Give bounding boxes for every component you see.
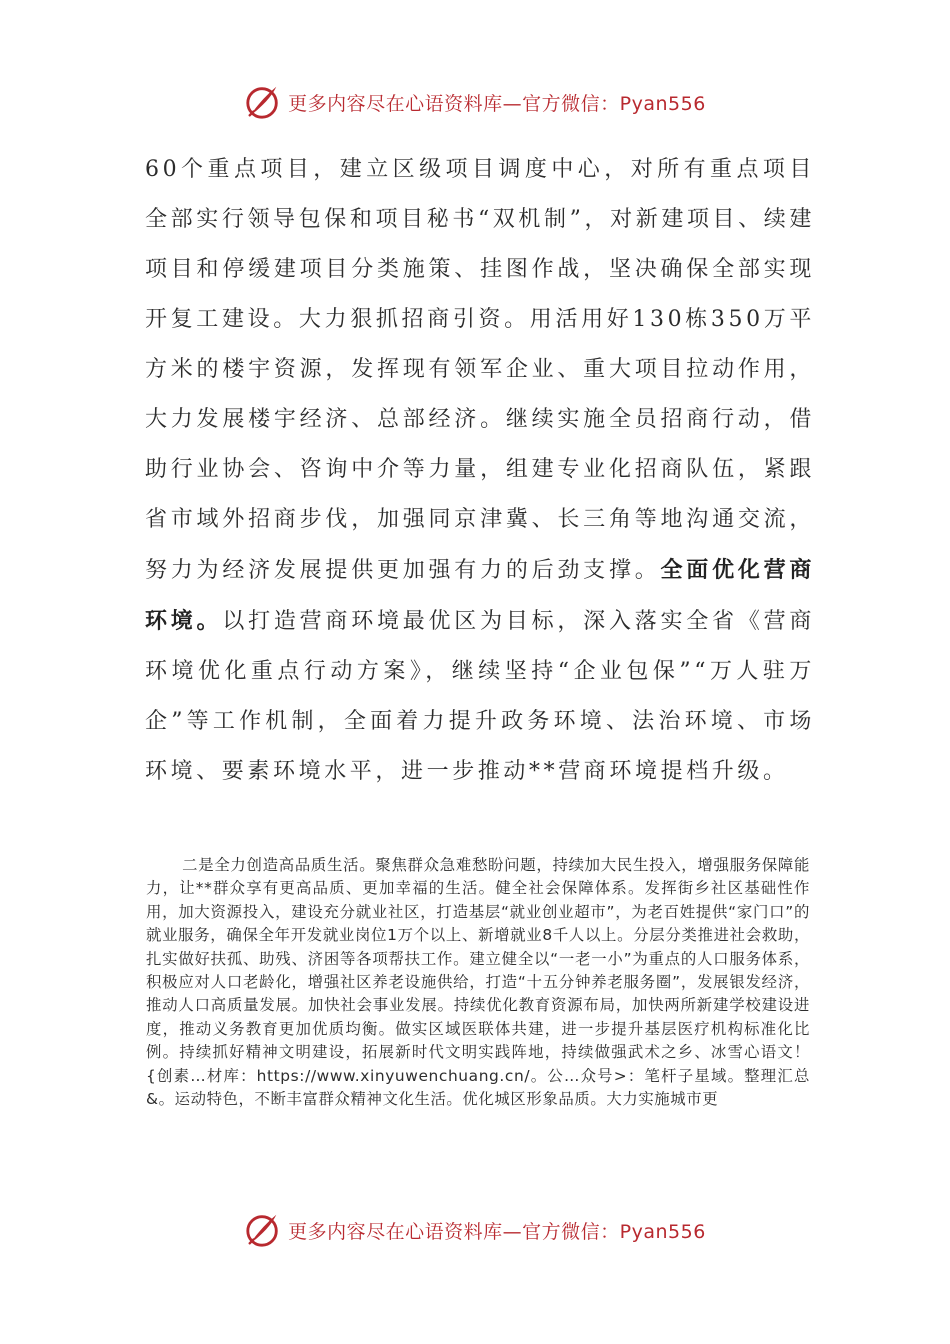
main-paragraph	[145, 145, 815, 797]
bold-heading-business-environment: 全面优化营商环境。	[145, 557, 815, 634]
pen-brush-logo-icon	[244, 83, 282, 121]
main-paragraph-part2: 以打造营商环境最优区为目标，深入落实全省《营商环境优化重点行动方案》，继续坚持“企业包保”“万人驻万企”等工作机制，全面着力提升政务环境、法治环境、市场环境、要素环境水平，进一步推动**营商环境提档升级。	[145, 609, 815, 784]
footer-watermark-text: 更多内容尽在心语资料库—官方微信：Pyan556	[288, 1220, 706, 1243]
pen-brush-logo-icon	[244, 1211, 282, 1249]
main-paragraph-part1: 60个重点项目，建立区级项目调度中心，对所有重点项目全部实行领导包保和项目秘书“双机制”，对新建项目、续建项目和停缓建项目分类施策、挂图作战，坚决确保全部实现开复工建设。大力狠抓招商引资。用活用好130栋350万平方米的楼宇资源，发挥现有领军企业、重大项目拉动作用，大力发展楼宇经济、总部经济。继续实施全员招商行动，借助行业协会、咨询中介等力量，组建专业化招商队伍，紧跟省市域外招商步伐，加强同京津冀、长三角等地沟通交流，努力为经济发展提供更加强有力的后劲支撑。	[145, 157, 815, 583]
header-watermark	[0, 82, 950, 122]
secondary-paragraph	[146, 854, 810, 1111]
secondary-paragraph-text: 二是全力创造高品质生活。聚焦群众急难愁盼问题，持续加大民生投入，增强服务保障能力，让**群众享有更高品质、更加幸福的生活。健全社会保障体系。发挥街乡社区基础性作用，加大资源投入，建设充分就业社区，打造基层“就业创业超市”，为老百姓提供“家门口”的就业服务，确保全年开发就业岗位1万个以上、新增就业8千人以上。分层分类推进社会救助，扎实做好扶孤、助残、济困等各项帮扶工作。建立健全以“一老一小”为重点的人口服务体系，积极应对人口老龄化，增强社区养老设施供给，打造“十五分钟养老服务圈”，发展银发经济，推动人口高质量发展。加快社会事业发展。持续优化教育资源布局，加快两所新建学校建设进度，推动义务教育更加优质均衡。做实区域医联体共建，进一步提升基层医疗机构标准化比例。持续抓好精神文明建设，拓展新时代文明实践阵地，持续做强武术之乡、冰雪心语文！{创素…材库：https://www.xinyuwenchuang.cn/。公…众号>：笔杆子星域。整理汇总&。运动特色，不断丰富群众精神文化生活。优化城区形象品质。大力实施城市更	[146, 856, 810, 1109]
footer-watermark	[0, 1210, 950, 1250]
header-watermark-text: 更多内容尽在心语资料库—官方微信：Pyan556	[288, 92, 706, 115]
